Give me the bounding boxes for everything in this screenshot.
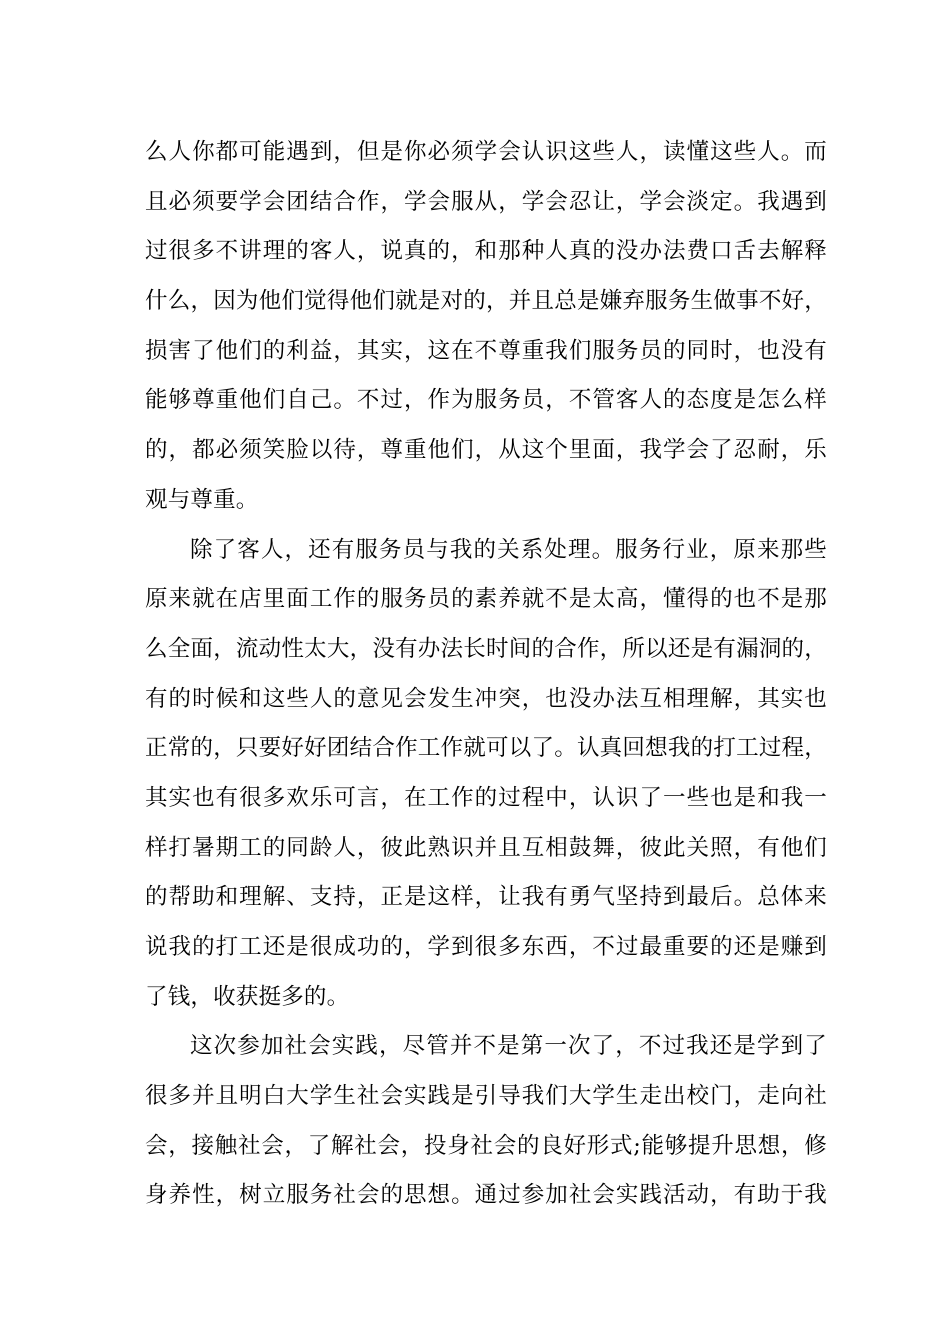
text-line: 能够尊重他们自己。不过，作为服务员，不管客人的态度是怎么样: [145, 387, 827, 414]
text-line: 正常的，只要好好团结合作工作就可以了。认真回想我的打工过程，: [145, 735, 827, 762]
paragraph-1: [145, 128, 827, 526]
text-line: 除了客人，还有服务员与我的关系处理。服务行业，原来那些: [190, 536, 827, 563]
text-line: 了钱，收获挺多的。: [145, 983, 350, 1010]
text-line: 损害了他们的利益，其实，这在不尊重我们服务员的同时，也没有: [145, 337, 827, 364]
text-line: 么全面，流动性太大，没有办法长时间的合作，所以还是有漏洞的，: [145, 635, 827, 662]
text-line: 什么，因为他们觉得他们就是对的，并且总是嫌弃服务生做事不好，: [145, 288, 827, 315]
text-line: 观与尊重。: [145, 486, 259, 513]
text-line: 其实也有很多欢乐可言，在工作的过程中，认识了一些也是和我一: [145, 784, 827, 811]
text-line: 身养性，树立服务社会的思想。通过参加社会实践活动，有助于我: [145, 1182, 827, 1209]
text-line: 的，都必须笑脸以待，尊重他们，从这个里面，我学会了忍耐，乐: [145, 437, 827, 464]
text-line: 说我的打工还是很成功的，学到很多东西，不过最重要的还是赚到: [145, 934, 827, 960]
paragraph-2: [145, 526, 827, 1023]
paragraph-3: [145, 1022, 827, 1221]
text-line: 且必须要学会团结合作，学会服从，学会忍让，学会淡定。我遇到: [145, 188, 827, 215]
text-line: 会，接触社会，了解社会，投身社会的良好形式;能够提升思想，修: [145, 1132, 827, 1159]
text-line: 的帮助和理解、支持，正是这样，让我有勇气坚持到最后。总体来: [145, 884, 827, 911]
text-line: 这次参加社会实践，尽管并不是第一次了，不过我还是学到了: [190, 1033, 827, 1060]
text-line: 原来就在店里面工作的服务员的素养就不是太高，懂得的也不是那: [145, 586, 827, 613]
document-body: [145, 128, 827, 1221]
text-line: 有的时候和这些人的意见会发生冲突，也没办法互相理解，其实也: [145, 685, 827, 712]
text-line: 很多并且明白大学生社会实践是引导我们大学生走出校门，走向社: [145, 1083, 827, 1110]
text-line: 么人你都可能遇到，但是你必须学会认识这些人，读懂这些人。而: [145, 139, 827, 165]
text-line: 过很多不讲理的客人，说真的，和那种人真的没办法费口舌去解释: [145, 238, 827, 265]
text-line: 样打暑期工的同龄人，彼此熟识并且互相鼓舞，彼此关照，有他们: [145, 834, 827, 861]
